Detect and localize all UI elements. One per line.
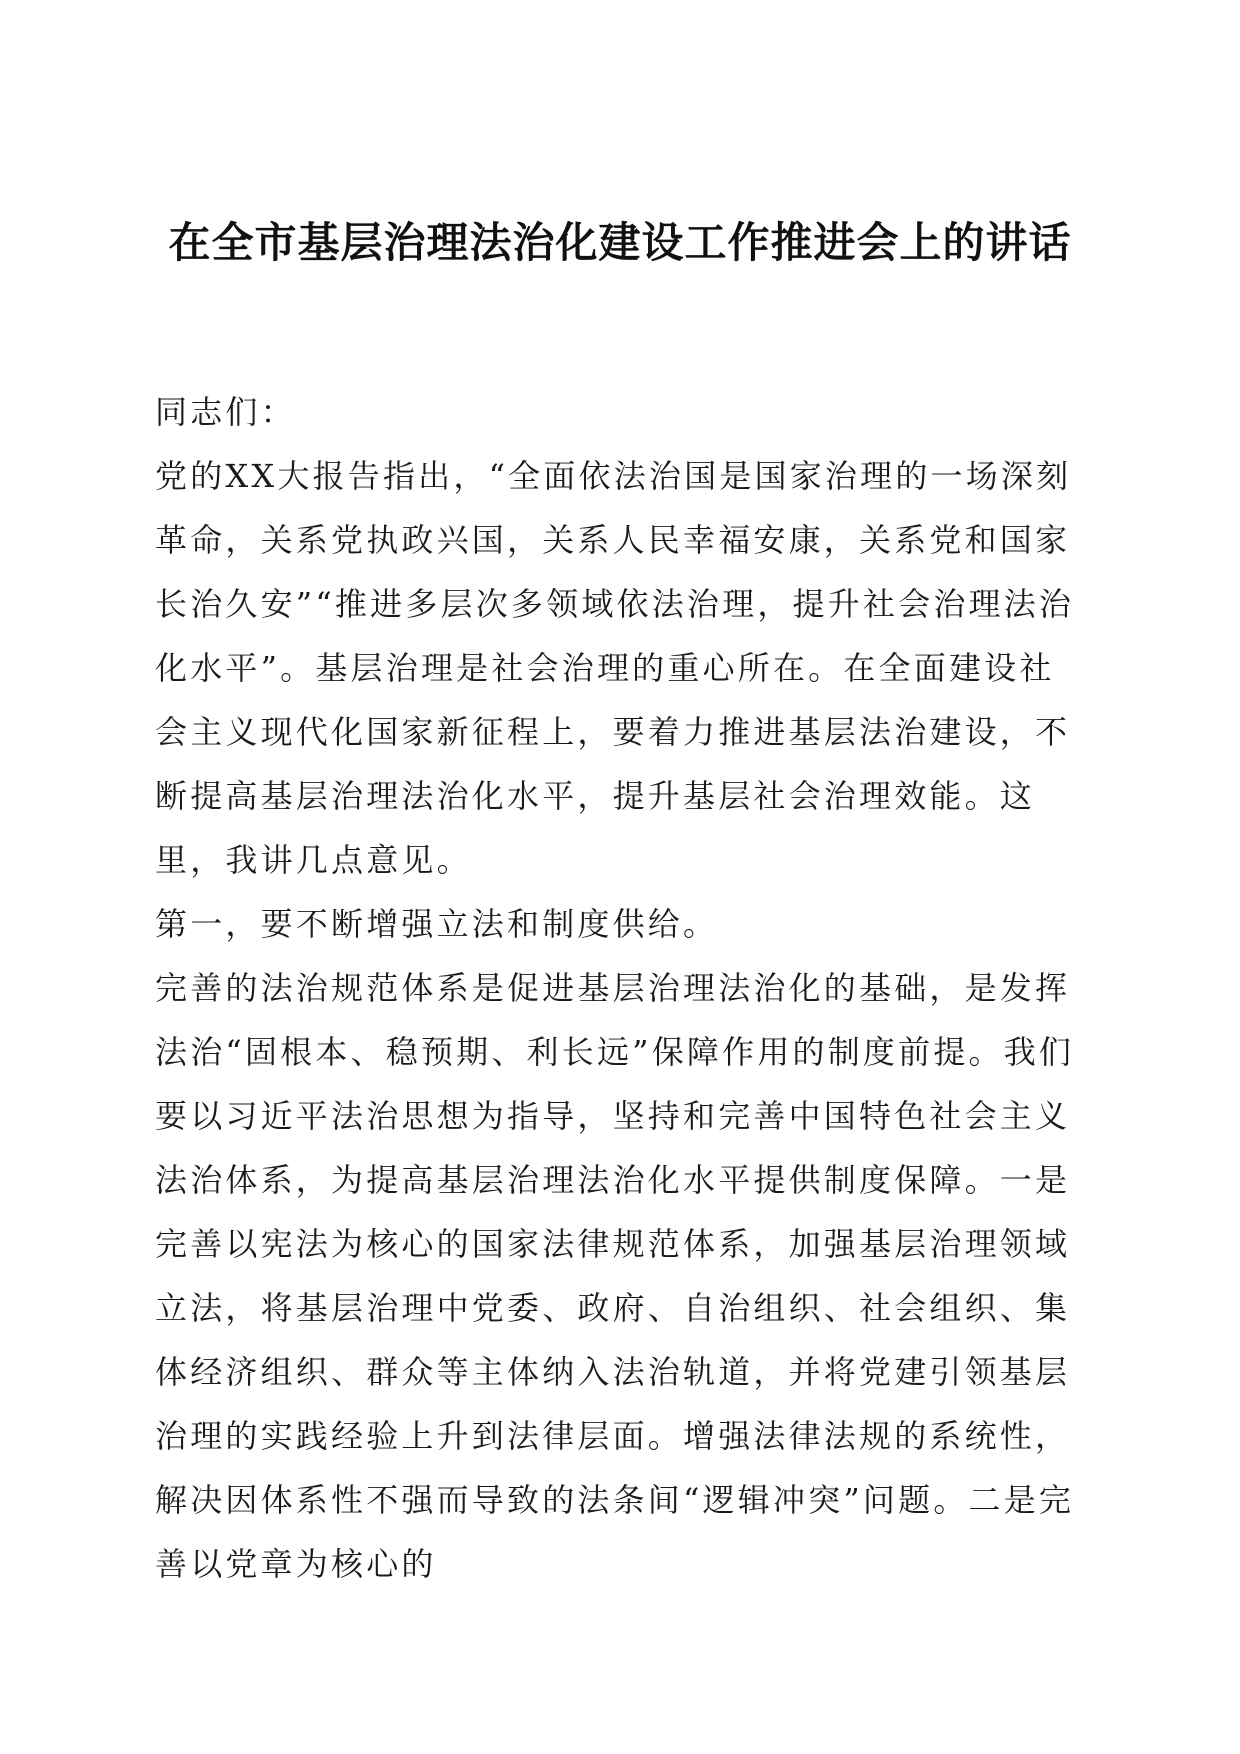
document-title: 在全市基层治理法治化建设工作推进会上的讲话	[168, 218, 1072, 267]
section-one-paragraph: 完善的法治规范体系是促进基层治理法治化的基础，是发挥法治“固根本、稳预期、利长远”保障作用的制度前提。我们要以习近平法治思想为指导，坚持和完善中国特色社会主义法治体系，为提高基层治理法治化水平提供制度保障。一是完善以宪法为核心的国家法律规范体系，加强基层治理领域立法，将基层治理中党委、政府、自治组织、社会组织、集体经济组织、群众等主体纳入法治轨道，并将党建引领基层治理的实践经验上升到法律层面。增强法律法规的系统性，解决因体系性不强而导致的法条间“逻辑冲突”问题。二是完善以党章为核心的	[155, 969, 1075, 1583]
intro-paragraph: 党的XX大报告指出，“全面依法治国是国家治理的一场深刻革命，关系党执政兴国，关系人民幸福安康，关系党和国家长治久安”“推进多层次多领域依法治理，提升社会治理法治化水平”。基层治理是社会治理的重心所在。在全面建设社会主义现代化国家新征程上，要着力推进基层法治建设，不断提高基层治理法治化水平，提升基层社会治理效能。这里，我讲几点意见。	[155, 457, 1075, 879]
document-body	[155, 380, 1085, 1596]
section-heading-first: 第一，要不断增强立法和制度供给。	[155, 905, 719, 943]
salutation: 同志们：	[155, 393, 296, 431]
